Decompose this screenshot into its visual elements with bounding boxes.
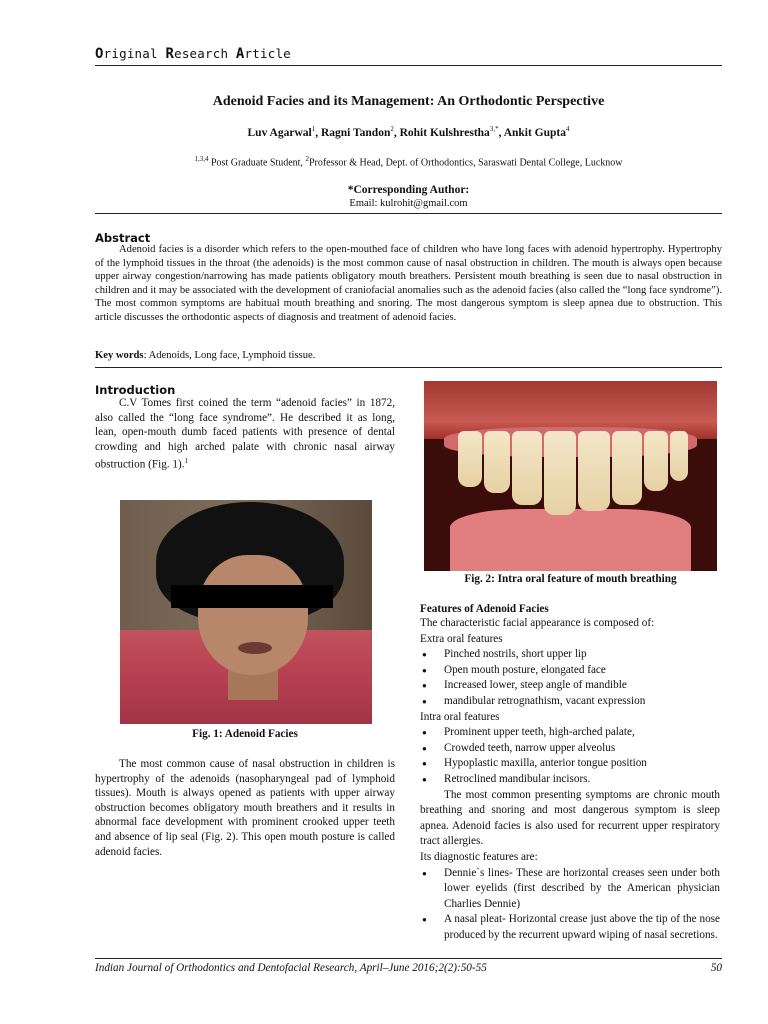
footer-rule xyxy=(95,958,722,959)
features-intro: The characteristic facial appearance is composed of: xyxy=(420,617,655,629)
tooth xyxy=(458,431,482,487)
article-title: Adenoid Facies and its Management: An Orthodontic Perspective xyxy=(212,94,605,109)
figure-1-eye-censor-bar xyxy=(171,585,333,608)
affiliation-text-2: Professor & Head, Dept. of Orthodontics, Saraswati Dental College, Lucknow xyxy=(308,157,623,169)
header-rule xyxy=(95,65,722,66)
keywords-rule xyxy=(95,367,722,368)
author-list: Luv Agarwal$^1$, Ragni Tandon$^2$, Rohit Kulshrestha$^{3,*}$, Ankit Gupta$^4$ xyxy=(247,125,570,139)
list-item: ● A nasal pleat- Horizontal crease just above the tip of the nose produced by the recurrent upward wiping of nasal secretions. xyxy=(420,912,720,943)
article-type-cap-3: A xyxy=(235,46,245,62)
list-item: ● mandibular retrognathism, vacant expression xyxy=(420,694,720,710)
introduction-ref: 1 xyxy=(184,457,188,466)
author-name: Rohit Kulshrestha xyxy=(399,126,490,139)
abstract-text: Adenoid facies is a disorder which refers to the open-mouthed face of children who have long faces with adenoid hypertrophy. Hypertrophy of the lymphoid tissues in the throat (the adenoids) is the most common cause of nasal obstruction in children. The mouth is always open because upper airway congestion/narrowing has made patients obligatory mouth breathers. Persistent mouth breathing is seen due to nasal obstruction in children and it may be associated with the development of craniofacial anomalies such as the adenoid facies (also called the “long face syndrome”). The most common symptoms are habitual mouth breathing and snoring. The most dangerous symptom is sleep apnea due to obstruction. This article discusses the orthodontic aspects of diagnosis and treatment of adenoid facies. xyxy=(95,244,722,323)
author-sup: 2 xyxy=(390,125,394,133)
keywords-label: Key words xyxy=(95,350,144,361)
author-name: Ragni Tandon xyxy=(320,126,391,139)
article-type-cap-1: O xyxy=(95,46,104,62)
affiliation-sup-1: 1,3,4 xyxy=(194,155,209,163)
tooth xyxy=(512,431,542,505)
figure-1-image xyxy=(120,500,372,724)
page-number: 50 xyxy=(710,962,722,974)
title-rule xyxy=(95,213,722,214)
article-type-rest-1: riginal xyxy=(103,46,166,61)
affiliation xyxy=(95,155,722,168)
tooth xyxy=(644,431,668,491)
introduction-heading: Introduction xyxy=(95,383,176,397)
author-sup: 4 xyxy=(566,125,570,133)
tooth xyxy=(578,431,610,511)
article-type-cap-2: R xyxy=(165,46,175,62)
features-section xyxy=(420,616,720,943)
tooth xyxy=(544,431,576,515)
list-item: ● Pinched nostrils, short upper lip xyxy=(420,647,720,663)
tooth xyxy=(612,431,642,505)
list-item: ● Increased lower, steep angle of mandible xyxy=(420,678,720,694)
footer-journal: Indian Journal of Orthodontics and Dentofacial Research, April–June 2016;2(2):50-55 xyxy=(95,962,487,974)
figure-2-image xyxy=(424,381,717,571)
list-item: ● Open mouth posture, elongated face xyxy=(420,663,720,679)
features-heading: Features of Adenoid Facies xyxy=(420,603,549,615)
introduction-text xyxy=(95,396,395,473)
article-type-rest-2: esearch xyxy=(174,46,236,61)
extra-oral-label: Extra oral features xyxy=(420,632,503,645)
introduction-body: C.V Tomes first coined the term “adenoid facies” in 1872, also called the “long face syndrome”. He described it as long, lean, open-mouth dumb faced patients with presence of dental crowding and high arched palate with chronic nasal airway obstruction (Fig. 1). xyxy=(95,397,395,472)
keywords xyxy=(95,350,315,361)
figure-1-mouth xyxy=(238,642,272,654)
list-item: ● Dennie`s lines- These are horizontal creases seen under both lower eyelids (first described by the American physician Charlies Dennie) xyxy=(420,866,720,913)
figure-2-teeth xyxy=(458,431,688,515)
symptoms-paragraph: The most common presenting symptoms are chronic mouth breathing and snoring and most dangerous symptom is sleep apnea. Adenoid facies is also used for recurrent upper respiratory tract allergies. xyxy=(420,788,720,848)
tooth xyxy=(670,431,688,481)
article-type-rest-3: rticle xyxy=(244,46,291,61)
author-sup: 1 xyxy=(311,125,316,133)
author-name: Ankit Gupta xyxy=(503,126,566,139)
list-item: ● Hypoplastic maxilla, anterior tongue position xyxy=(420,756,720,772)
corresponding-email: Email: kulrohit@gmail.com xyxy=(349,198,468,209)
intra-oral-label: Intra oral features xyxy=(420,710,500,723)
affiliation-sup-2: 2 xyxy=(305,155,309,163)
tooth xyxy=(484,431,510,493)
author-name: Luv Agarwal xyxy=(247,126,312,139)
keywords-text: : Adenoids, Long face, Lymphoid tissue. xyxy=(143,350,316,361)
article-type-label xyxy=(95,46,291,62)
diagnostic-label: Its diagnostic features are: xyxy=(420,850,538,863)
figure-2-caption: Fig. 2: Intra oral feature of mouth breathing xyxy=(464,573,677,585)
list-item: ● Prominent upper teeth, high-arched palate, xyxy=(420,725,720,741)
body-paragraph: The most common cause of nasal obstruction in children is hypertrophy of the adenoids (nasopharyngeal pad of lymphoid tissues). Mouth is always opened as patients with upper airway obstruction becomes obligatory mouth breathers and it results in abnormal face development with prominent crooked upper teeth and absence of lip seal (Fig. 2). This open mouth posture is called adenoid facies. xyxy=(95,758,395,858)
figure-1-face xyxy=(198,555,308,675)
list-item: ● Retroclined mandibular incisors. xyxy=(420,772,720,788)
list-item: ● Crowded teeth, narrow upper alveolus xyxy=(420,741,720,757)
affiliation-text-1: Post Graduate Student, xyxy=(208,157,306,169)
footer xyxy=(95,962,722,974)
corresponding-author-label: *Corresponding Author: xyxy=(347,184,470,196)
abstract-heading: Abstract xyxy=(95,231,151,245)
author-sup: 3,* xyxy=(489,125,499,133)
figure-1-caption: Fig. 1: Adenoid Facies xyxy=(192,728,298,740)
figure-2-lower-lip xyxy=(450,509,691,571)
